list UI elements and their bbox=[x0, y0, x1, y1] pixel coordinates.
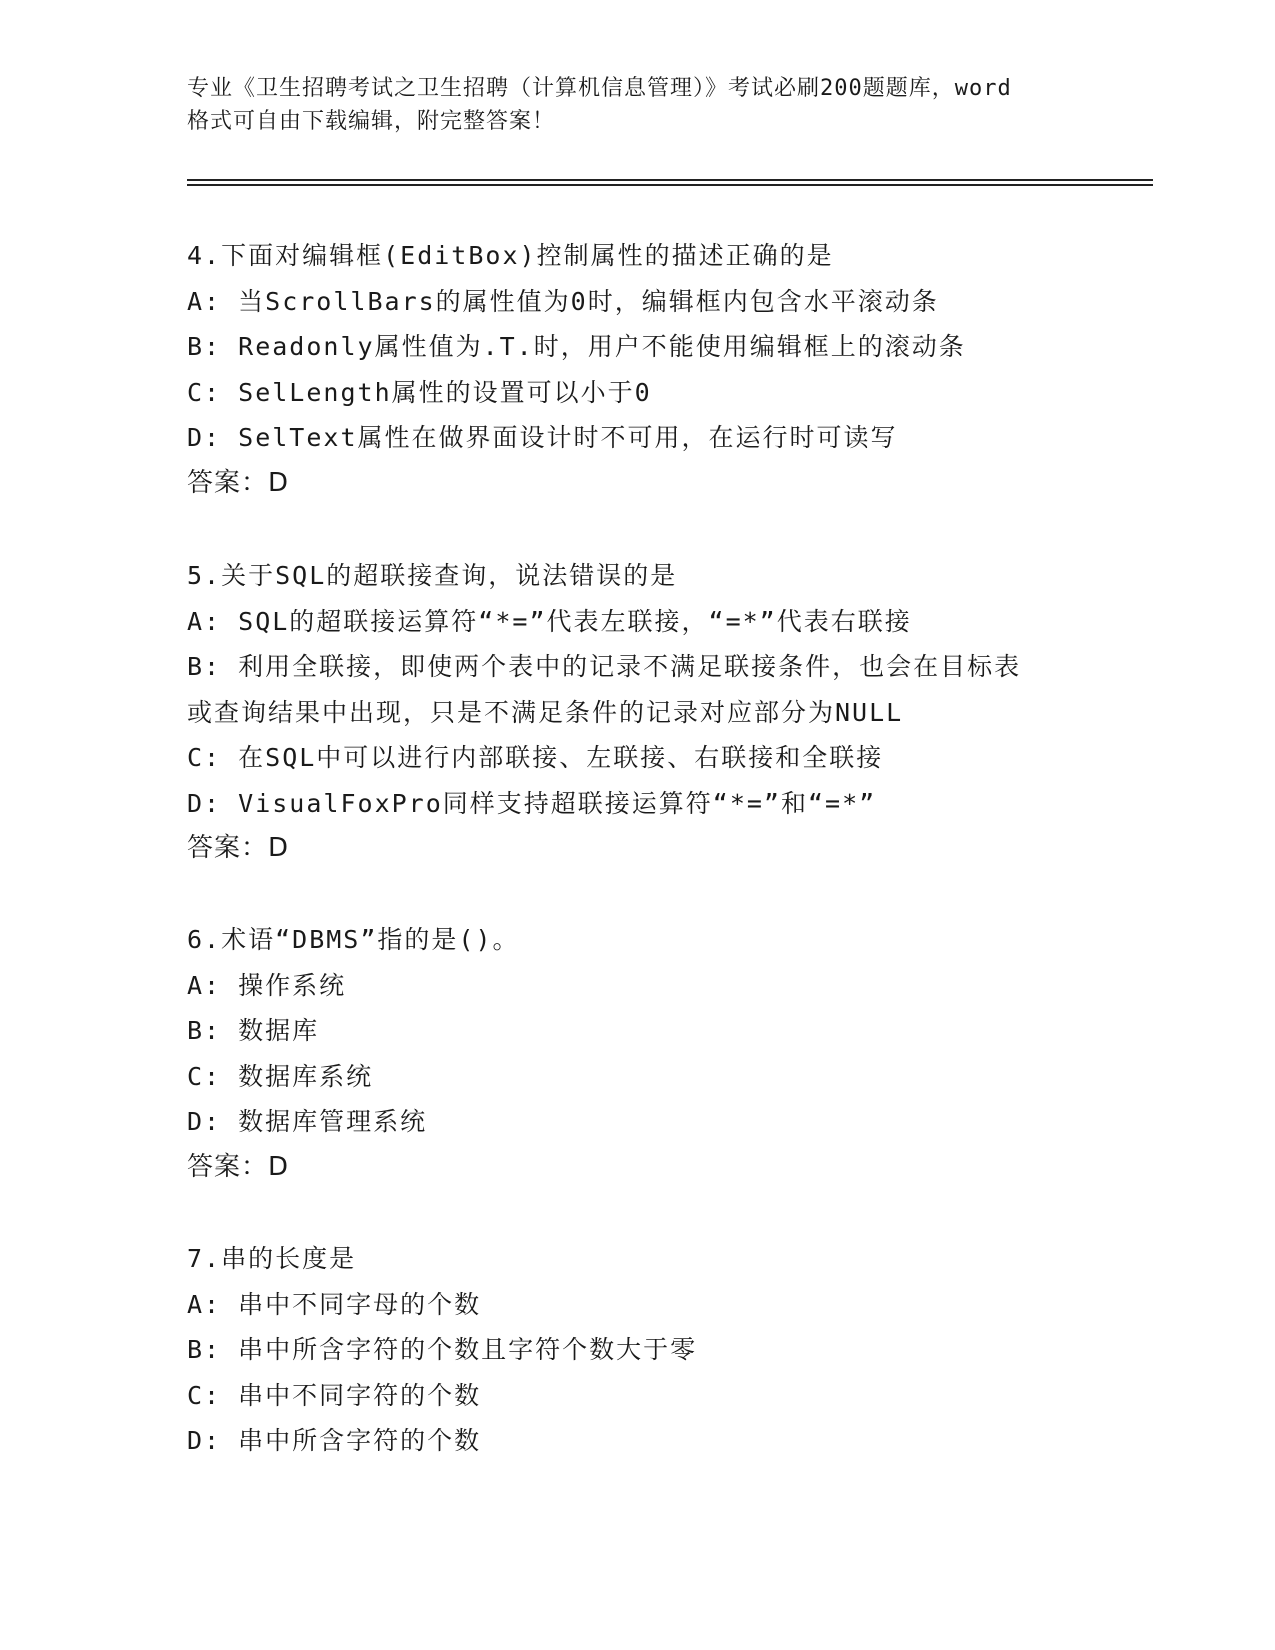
question-stem: 6.术语“DBMS”指的是()。 bbox=[187, 925, 520, 954]
option-c: C: 在SQL中可以进行内部联接、左联接、右联接和全联接 bbox=[187, 743, 884, 772]
option-d: D: 串中所含字符的个数 bbox=[187, 1426, 482, 1455]
question-4 bbox=[187, 233, 1087, 506]
header-line-2: 格式可自由下载编辑，附完整答案！ bbox=[187, 109, 556, 134]
option-d: D: SelText属性在做界面设计时不可用，在运行时可读写 bbox=[187, 423, 898, 452]
option-d: D: 数据库管理系统 bbox=[187, 1107, 428, 1136]
question-7 bbox=[187, 1236, 1087, 1464]
question-5 bbox=[187, 553, 1087, 872]
header-divider-bottom bbox=[187, 184, 1153, 186]
option-b: B: 数据库 bbox=[187, 1016, 320, 1045]
answer-text: 答案：D bbox=[187, 467, 290, 498]
option-c: C: SelLength属性的设置可以小于0 bbox=[187, 377, 652, 407]
option-b: B: 利用全联接，即使两个表中的记录不满足联接条件，也会在目标表 bbox=[187, 652, 1022, 681]
answer-text: 答案：D bbox=[187, 833, 290, 863]
question-stem: 5.关于SQL的超联接查询，说法错误的是 bbox=[187, 561, 678, 590]
answer-text: 答案：D bbox=[187, 1151, 290, 1182]
option-c: C: 数据库系统 bbox=[187, 1061, 374, 1091]
header-divider-top bbox=[187, 179, 1153, 181]
option-a: A: 操作系统 bbox=[187, 970, 347, 1000]
option-b: B: 串中所含字符的个数且字符个数大于零 bbox=[187, 1335, 698, 1364]
option-d: D: VisualFoxPro同样支持超联接运算符“*=”和“=*” bbox=[187, 788, 877, 818]
question-stem: 4.下面对编辑框(EditBox)控制属性的描述正确的是 bbox=[187, 241, 834, 270]
question-6 bbox=[187, 917, 1087, 1190]
option-c: C: 串中不同字符的个数 bbox=[187, 1380, 482, 1410]
option-b-continued: 或查询结果中出现，只是不满足条件的记录对应部分为NULL bbox=[187, 697, 904, 727]
option-a: A: 串中不同字母的个数 bbox=[187, 1289, 482, 1319]
option-a: A: 当ScrollBars的属性值为0时，编辑框内包含水平滚动条 bbox=[187, 286, 939, 316]
option-b: B: Readonly属性值为.T.时，用户不能使用编辑框上的滚动条 bbox=[187, 332, 966, 361]
question-stem: 7.串的长度是 bbox=[187, 1244, 357, 1273]
option-a: A: SQL的超联接运算符“*=”代表左联接，“=*”代表右联接 bbox=[187, 606, 912, 636]
document-header bbox=[187, 72, 1087, 138]
header-line-1: 专业《卫生招聘考试之卫生招聘（计算机信息管理）》考试必刷200题题库，word bbox=[187, 76, 1012, 101]
